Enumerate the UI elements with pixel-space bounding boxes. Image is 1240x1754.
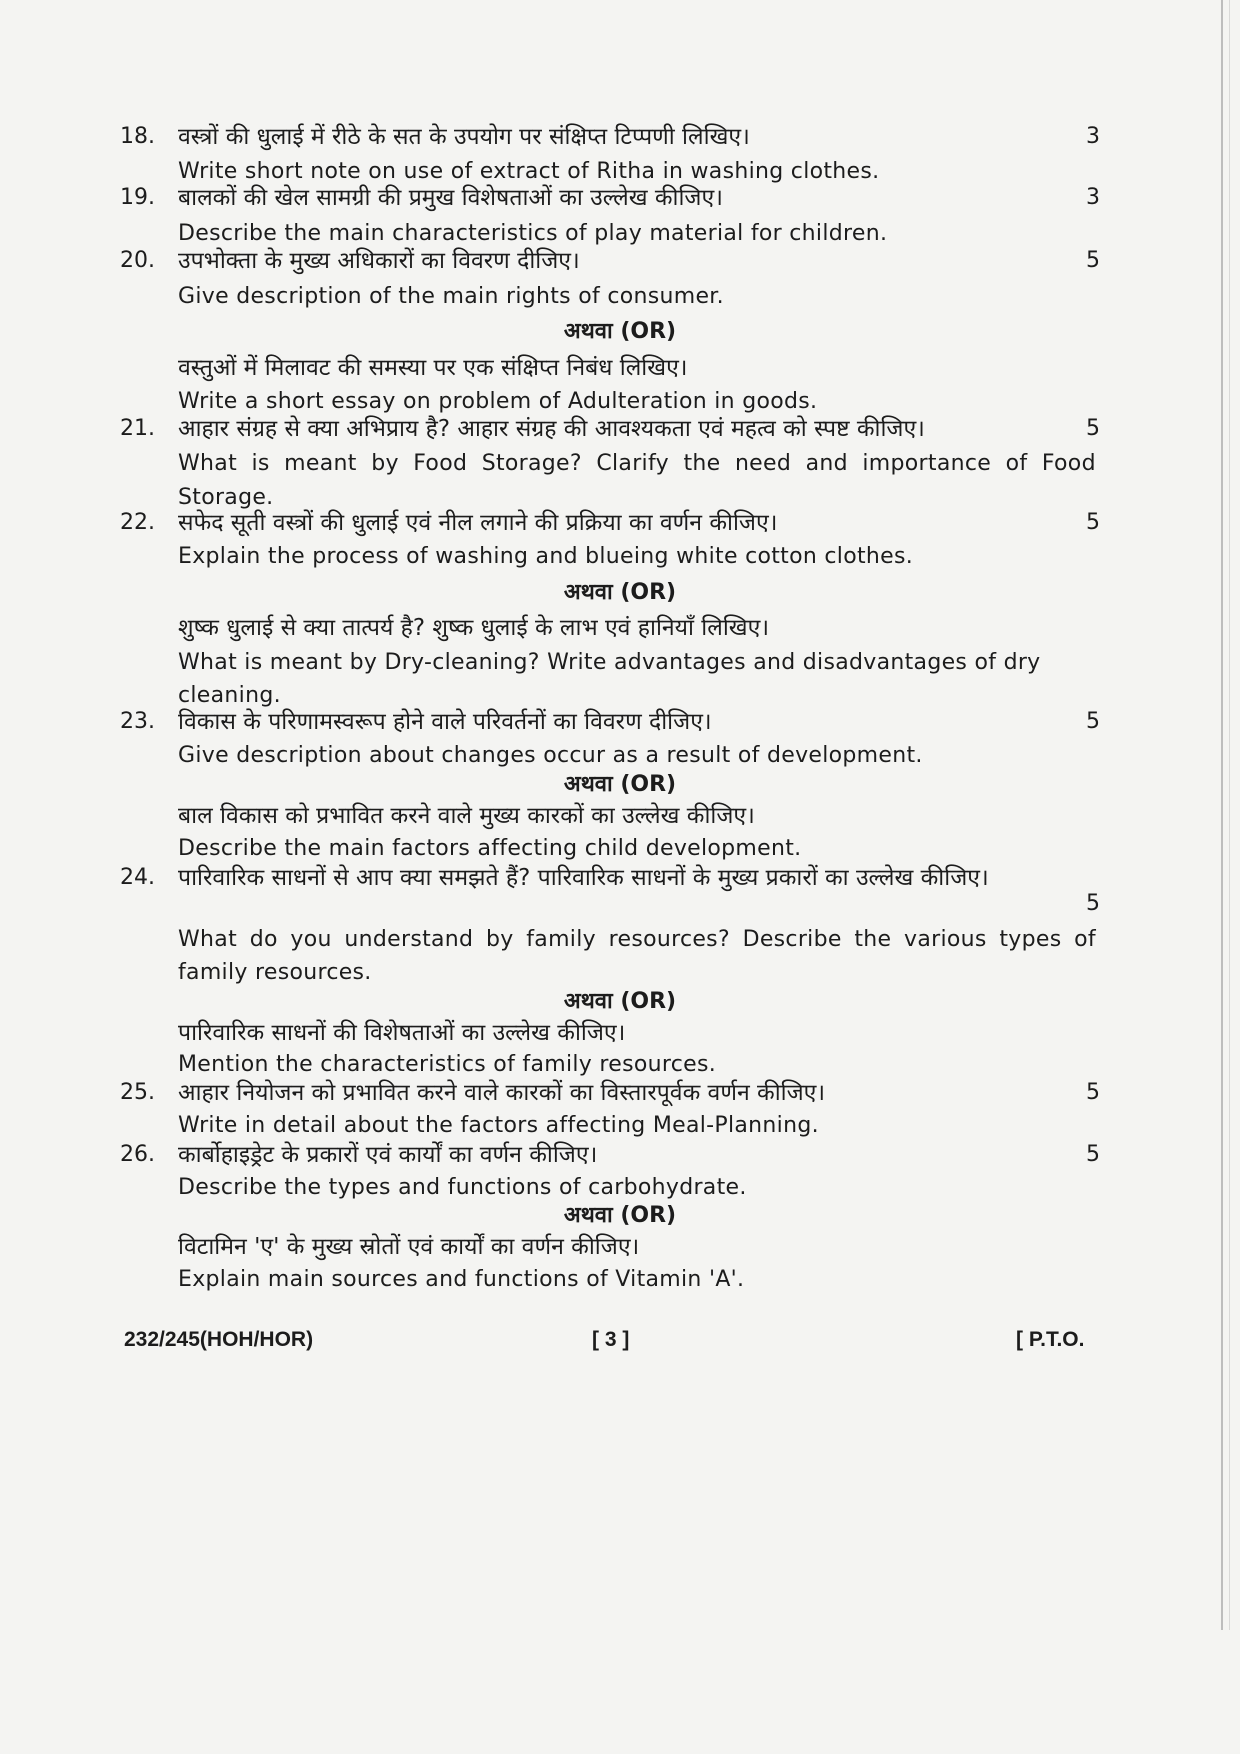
question-english: Explain the process of washing and blueing white cotton clothes. [178,544,914,569]
scan-edge [1221,0,1230,1630]
or-label: अथवा (OR) [563,1203,677,1228]
or-label: अथवा (OR) [563,772,677,797]
alternative-hindi: शुष्क धुलाई से क्या तात्पर्य है? शुष्क धुलाई के लाभ एवं हानियाँ लिखिए। [178,615,770,641]
question-number: 23. [120,709,155,734]
alternative-hindi: बाल विकास को प्रभावित करने वाले मुख्य कारकों का उल्लेख कीजिए। [178,803,755,829]
question-english: Write in detail about the factors affecting Meal-Planning. [178,1113,819,1138]
question-marks: 5 [1086,248,1100,273]
question-marks: 5 [1086,1080,1100,1105]
question-hindi: उपभोक्ता के मुख्य अधिकारों का विवरण दीजिए। [178,248,580,274]
question-hindi: वस्त्रों की धुलाई में रीठे के सत के उपयोग पर संक्षिप्त टिप्पणी लिखिए। [178,124,750,150]
question-english-cont: family resources. [178,960,372,985]
question-hindi: बालकों की खेल सामग्री की प्रमुख विशेषताओं का उल्लेख कीजिए। [178,185,723,211]
paper-code: 232/245(HOH/HOR) [124,1328,314,1351]
question-english: Give description of the main rights of consumer. [178,284,724,309]
alternative-english-cont: cleaning. [178,683,281,708]
question-hindi: पारिवारिक साधनों से आप क्या समझते हैं? पारिवारिक साधनों के मुख्य प्रकारों का उल्लेख कीजिए। [178,865,989,891]
question-number: 26. [120,1142,155,1167]
alternative-english: Mention the characteristics of family resources. [178,1052,717,1077]
question-english: Describe the main characteristics of play material for children. [178,221,888,246]
or-label: अथवा (OR) [563,989,677,1014]
question-hindi: कार्बोहाइड्रेट के प्रकारों एवं कार्यों का वर्णन कीजिए। [178,1142,598,1168]
question-marks: 5 [1086,709,1100,734]
question-number: 18. [120,124,155,149]
question-number: 19. [120,185,155,210]
question-number: 24. [120,865,155,890]
question-marks: 3 [1086,185,1100,210]
page-number: [ 3 ] [592,1328,630,1351]
alternative-english: What is meant by Dry-cleaning? Write advantages and disadvantages of dry [178,650,1041,675]
question-marks: 5 [1086,510,1100,535]
question-number: 22. [120,510,155,535]
alternative-english: Explain main sources and functions of Vitamin 'A'. [178,1267,745,1292]
question-hindi: विकास के परिणामस्वरूप होने वाले परिवर्तनों का विवरण दीजिए। [178,709,712,735]
question-hindi: आहार संग्रह से क्या अभिप्राय है? आहार संग्रह की आवश्यकता एवं महत्व को स्पष्ट कीजिए। [178,416,925,442]
pto-label: [ P.T.O. [1016,1328,1085,1351]
question-marks: 5 [1086,1142,1100,1167]
alternative-hindi: वस्तुओं में मिलावट की समस्या पर एक संक्षिप्त निबंध लिखिए। [178,355,688,381]
question-marks: 3 [1086,124,1100,149]
alternative-hindi: पारिवारिक साधनों की विशेषताओं का उल्लेख कीजिए। [178,1020,626,1046]
question-english-cont: Storage. [178,485,274,510]
question-english: Give description about changes occur as a result of development. [178,743,923,768]
or-label: अथवा (OR) [563,580,677,605]
question-number: 25. [120,1080,155,1105]
question-english: Write short note on use of extract of Ritha in washing clothes. [178,159,880,184]
question-english: What is meant by Food Storage? Clarify the need and importance of Food [178,451,1096,476]
alternative-hindi: विटामिन 'ए' के मुख्य स्रोतों एवं कार्यों का वर्णन कीजिए। [178,1234,640,1260]
question-english: What do you understand by family resources? Describe the various types of [178,927,1096,952]
alternative-english: Write a short essay on problem of Adulteration in goods. [178,389,818,414]
question-hindi: सफेद सूती वस्त्रों की धुलाई एवं नील लगाने की प्रक्रिया का वर्णन कीजिए। [178,510,778,536]
question-number: 20. [120,248,155,273]
question-english: Describe the types and functions of carbohydrate. [178,1175,747,1200]
question-hindi: आहार नियोजन को प्रभावित करने वाले कारकों का विस्तारपूर्वक वर्णन कीजिए। [178,1080,826,1106]
question-marks: 5 [1086,891,1100,916]
question-marks: 5 [1086,416,1100,441]
alternative-english: Describe the main factors affecting child development. [178,836,802,861]
question-number: 21. [120,416,155,441]
or-label: अथवा (OR) [563,319,677,344]
